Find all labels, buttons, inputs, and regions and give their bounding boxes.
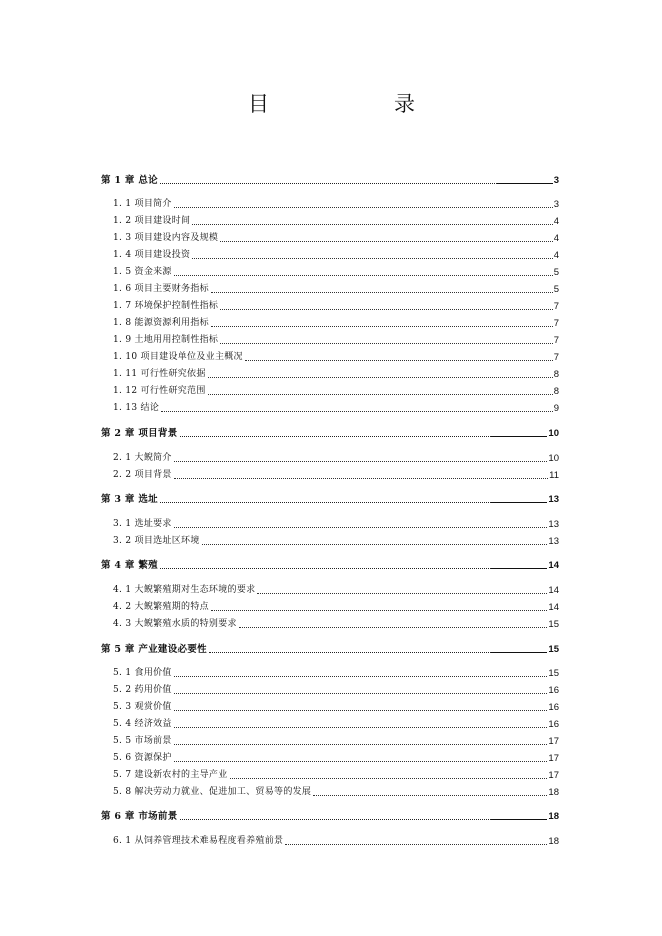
- toc-entry-label: 第 1 章 总论: [101, 175, 158, 186]
- toc-page-number: 7: [553, 352, 559, 363]
- toc-entry-label: 5. 5 市场前景: [113, 736, 172, 746]
- toc-page-number: 14: [548, 560, 559, 571]
- toc-section-entry[interactable]: [113, 349, 559, 363]
- toc-section-entry[interactable]: [113, 716, 559, 730]
- dot-leader: [160, 183, 497, 184]
- toc-page-number: 9: [553, 403, 559, 414]
- toc-entry-label: 1. 2 项目建设时间: [113, 216, 191, 226]
- chapter-rule: [497, 183, 553, 184]
- toc-section-entry[interactable]: [113, 196, 559, 210]
- toc-section-entry[interactable]: [113, 750, 559, 764]
- toc-page-number: 15: [548, 619, 559, 630]
- toc-chapter-entry[interactable]: [101, 641, 559, 655]
- toc-entry-label: 4. 1 大鲵繁殖期对生态环境的要求: [113, 585, 256, 595]
- toc-section-entry[interactable]: [113, 833, 559, 847]
- toc-entry-label: 1. 8 能源资源利用指标: [113, 318, 209, 328]
- dot-leader: [202, 544, 548, 545]
- toc-page-number: 5: [553, 284, 559, 295]
- toc-section-entry[interactable]: [113, 315, 559, 329]
- toc-entry-label: 1. 10 项目建设单位及业主概况: [113, 352, 243, 362]
- dot-leader: [220, 309, 552, 310]
- toc-section-entry[interactable]: [113, 332, 559, 346]
- toc-entry-label: 5. 2 药用价值: [113, 685, 172, 695]
- toc-page-number: 7: [553, 335, 559, 346]
- dot-leader: [211, 292, 553, 293]
- dot-leader: [161, 411, 553, 412]
- chapter-rule: [491, 819, 547, 820]
- toc-page-number: 18: [548, 836, 559, 847]
- toc-entry-label: 第 5 章 产业建设必要性: [101, 644, 207, 655]
- toc-chapter-entry[interactable]: [101, 491, 559, 505]
- toc-page-number: 5: [553, 267, 559, 278]
- toc-entry-label: 5. 3 观赏价值: [113, 702, 172, 712]
- dot-leader: [313, 795, 547, 796]
- toc-chapter-entry[interactable]: [101, 425, 559, 439]
- title-char-2: 录: [394, 92, 415, 116]
- toc-title: [0, 92, 662, 122]
- toc-page-number: 14: [548, 585, 559, 596]
- toc-section-entry[interactable]: [113, 383, 559, 397]
- toc-entry-label: 5. 6 资源保护: [113, 753, 172, 763]
- dot-leader: [180, 436, 492, 437]
- toc-page-number: 8: [553, 386, 559, 397]
- toc-page-number: 4: [553, 250, 559, 261]
- toc-chapter-entry[interactable]: [101, 172, 559, 186]
- dot-leader: [257, 593, 547, 594]
- toc-entry-label: 1. 13 结论: [113, 403, 160, 413]
- dot-leader: [174, 744, 548, 745]
- toc-chapter-entry[interactable]: [101, 557, 559, 571]
- toc-page-number: 4: [553, 233, 559, 244]
- toc-page-number: 17: [548, 736, 559, 747]
- toc-section-entry[interactable]: [113, 264, 559, 278]
- toc-entry-label: 5. 7 建设新农村的主导产业: [113, 770, 228, 780]
- toc-section-entry[interactable]: [113, 699, 559, 713]
- dot-leader: [174, 275, 553, 276]
- dot-leader: [174, 693, 548, 694]
- toc-entry-label: 第 3 章 选址: [101, 494, 158, 505]
- toc-section-entry[interactable]: [113, 230, 559, 244]
- toc-entry-label: 1. 11 可行性研究依据: [113, 369, 206, 379]
- toc-section-entry[interactable]: [113, 467, 559, 481]
- toc-entry-label: 第 2 章 项目背景: [101, 428, 178, 439]
- toc-entry-label: 4. 3 大鲵繁殖水质的特别要求: [113, 619, 237, 629]
- toc-entry-label: 2. 2 项目背景: [113, 470, 172, 480]
- toc-entry-label: 5. 1 食用价值: [113, 668, 172, 678]
- toc-entry-label: 1. 1 项目简介: [113, 199, 172, 209]
- dot-leader: [174, 461, 548, 462]
- toc-page-number: 10: [548, 453, 559, 464]
- dot-leader: [239, 627, 548, 628]
- toc-section-entry[interactable]: [113, 784, 559, 798]
- toc-entry-label: 5. 4 经济效益: [113, 719, 172, 729]
- dot-leader: [209, 652, 491, 653]
- toc-section-entry[interactable]: [113, 247, 559, 261]
- toc-page-number: 15: [548, 644, 559, 655]
- dot-leader: [160, 568, 491, 569]
- toc-section-entry[interactable]: [113, 213, 559, 227]
- toc-entry-label: 6. 1 从饲养管理技术难易程度看养殖前景: [113, 836, 284, 846]
- toc-section-entry[interactable]: [113, 533, 559, 547]
- toc-page-number: 17: [548, 753, 559, 764]
- toc-entry-label: 2. 1 大鲵简介: [113, 453, 172, 463]
- dot-leader: [208, 394, 553, 395]
- toc-section-entry[interactable]: [113, 599, 559, 613]
- toc-page-number: 3: [553, 199, 559, 210]
- toc-entry-label: 1. 5 资金来源: [113, 267, 172, 277]
- toc-section-entry[interactable]: [113, 733, 559, 747]
- toc-chapter-entry[interactable]: [101, 808, 559, 822]
- toc-section-entry[interactable]: [113, 400, 559, 414]
- dot-leader: [174, 207, 553, 208]
- toc-page-number: 13: [548, 536, 559, 547]
- toc-page-number: 14: [548, 602, 559, 613]
- chapter-rule: [491, 502, 547, 503]
- dot-leader: [211, 326, 553, 327]
- toc-page-number: 11: [549, 470, 559, 481]
- toc-page-number: 16: [548, 685, 559, 696]
- toc-entry-label: 4. 2 大鲵繁殖期的特点: [113, 602, 209, 612]
- toc-page-number: 10: [548, 428, 559, 439]
- dot-leader: [208, 377, 553, 378]
- toc-entry-label: 5. 8 解决劳动力就业、促进加工、贸易等的发展: [113, 787, 312, 797]
- dot-leader: [192, 224, 552, 225]
- toc-page-number: 7: [553, 318, 559, 329]
- toc-entry-label: 1. 6 项目主要财务指标: [113, 284, 209, 294]
- chapter-rule: [491, 436, 547, 437]
- toc-page-number: 13: [548, 519, 559, 530]
- toc-entry-label: 1. 3 项目建设内容及规模: [113, 233, 219, 243]
- toc-page-number: 17: [548, 770, 559, 781]
- dot-leader: [180, 819, 492, 820]
- toc-section-entry[interactable]: [113, 516, 559, 530]
- toc-section-entry[interactable]: [113, 665, 559, 679]
- toc-section-entry[interactable]: [113, 767, 559, 781]
- dot-leader: [174, 761, 548, 762]
- toc-section-entry[interactable]: [113, 582, 559, 596]
- toc-section-entry[interactable]: [113, 682, 559, 696]
- toc-section-entry[interactable]: [113, 616, 559, 630]
- toc-page-number: 4: [553, 216, 559, 227]
- toc-page-number: 16: [548, 702, 559, 713]
- toc-entry-label: 3. 2 项目选址区环境: [113, 536, 200, 546]
- dot-leader: [192, 258, 552, 259]
- toc-section-entry[interactable]: [113, 366, 559, 380]
- toc-page-number: 15: [548, 668, 559, 679]
- toc-section-entry[interactable]: [113, 281, 559, 295]
- toc-page-number: 16: [548, 719, 559, 730]
- toc-page-number: 3: [553, 175, 559, 186]
- toc-page-number: 18: [548, 787, 559, 798]
- toc-entry-label: 3. 1 选址要求: [113, 519, 172, 529]
- dot-leader: [174, 710, 548, 711]
- toc-entry-label: 1. 7 环境保护控制性指标: [113, 301, 219, 311]
- dot-leader: [220, 343, 552, 344]
- toc-entry-label: 1. 4 项目建设投资: [113, 250, 191, 260]
- toc-page-number: 8: [553, 369, 559, 380]
- toc-section-entry[interactable]: [113, 450, 559, 464]
- dot-leader: [160, 502, 491, 503]
- chapter-rule: [491, 652, 547, 653]
- dot-leader: [220, 241, 552, 242]
- toc-section-entry[interactable]: [113, 298, 559, 312]
- toc-page-number: 7: [553, 301, 559, 312]
- toc-entry-label: 1. 9 土地用用控制性指标: [113, 335, 219, 345]
- title-char-1: 目: [248, 92, 269, 116]
- dot-leader: [245, 360, 553, 361]
- dot-leader: [174, 527, 548, 528]
- chapter-rule: [491, 568, 547, 569]
- toc-page-number: 18: [548, 811, 559, 822]
- dot-leader: [211, 610, 547, 611]
- toc-page-number: 13: [548, 494, 559, 505]
- dot-leader: [174, 727, 548, 728]
- dot-leader: [285, 844, 547, 845]
- toc-entry-label: 第 6 章 市场前景: [101, 811, 178, 822]
- toc-entry-label: 第 4 章 繁殖: [101, 560, 158, 571]
- dot-leader: [174, 478, 548, 479]
- dot-leader: [230, 778, 548, 779]
- dot-leader: [174, 676, 548, 677]
- toc-entry-label: 1. 12 可行性研究范围: [113, 386, 206, 396]
